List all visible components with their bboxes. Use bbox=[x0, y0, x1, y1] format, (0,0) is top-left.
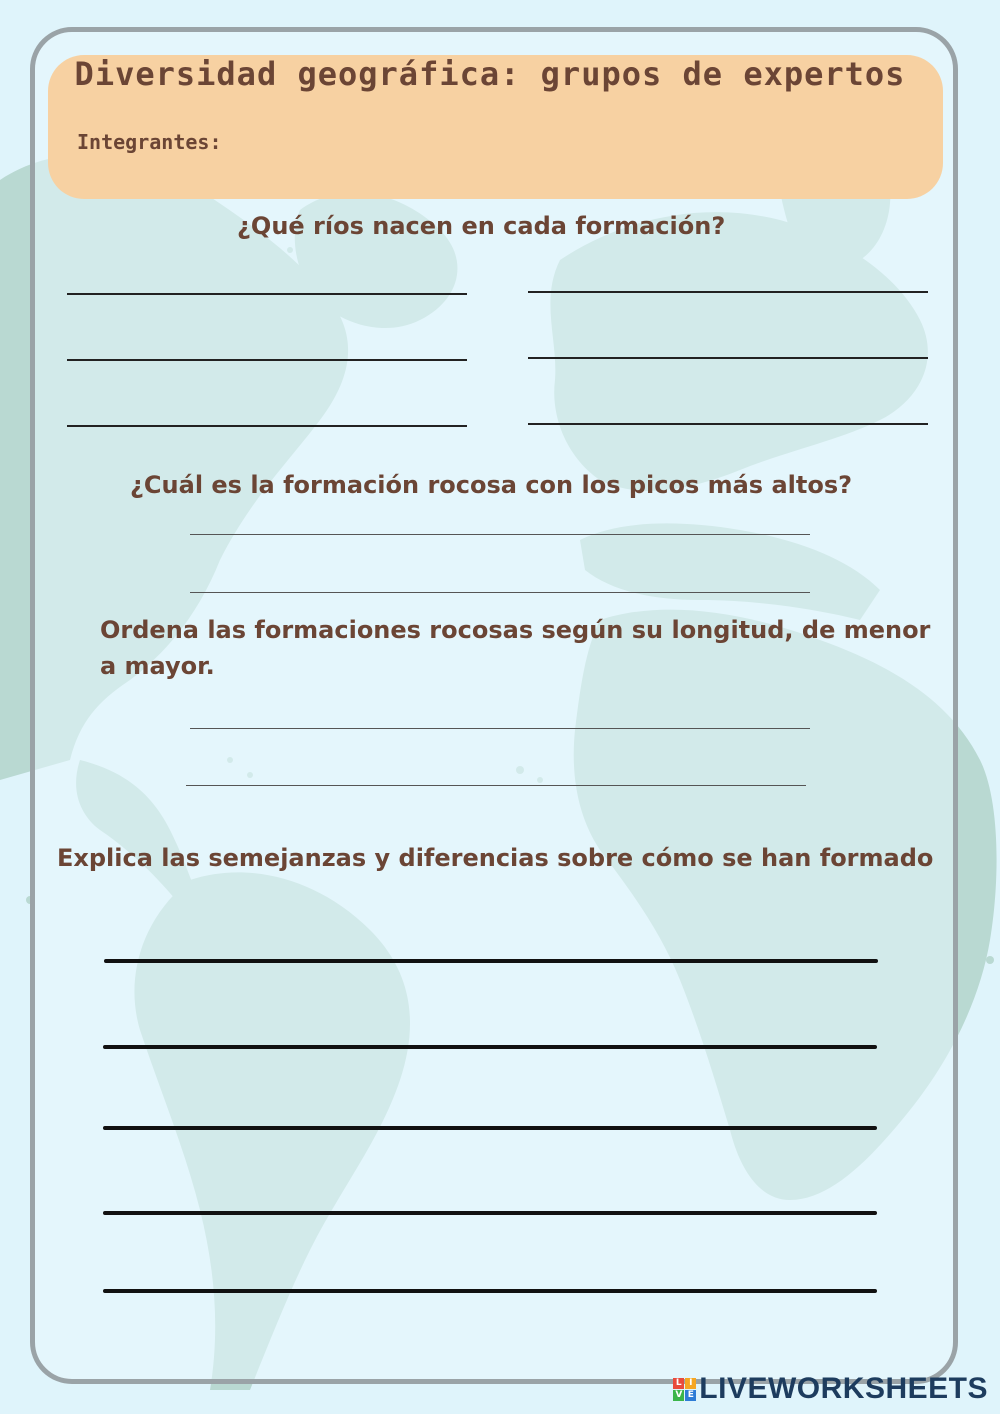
answer-line[interactable] bbox=[190, 534, 810, 535]
logo-mark-icon bbox=[673, 1378, 696, 1401]
logo-letter: E bbox=[685, 1390, 696, 1401]
answer-line[interactable] bbox=[528, 423, 928, 425]
liveworksheets-logo[interactable] bbox=[673, 1372, 988, 1406]
question-1: ¿Qué ríos nacen en cada formación? bbox=[237, 212, 726, 240]
question-4: Explica las semejanzas y diferencias sobre cómo se han formado bbox=[57, 844, 934, 872]
answer-line[interactable] bbox=[528, 357, 928, 359]
answer-line[interactable] bbox=[104, 959, 878, 963]
logo-letter: I bbox=[685, 1378, 696, 1389]
answer-line[interactable] bbox=[103, 1211, 877, 1215]
answer-line[interactable] bbox=[67, 293, 467, 295]
logo-letter: V bbox=[673, 1390, 684, 1401]
answer-line[interactable] bbox=[186, 785, 806, 786]
question-2: ¿Cuál es la formación rocosa con los picos más altos? bbox=[130, 471, 853, 499]
answer-line[interactable] bbox=[67, 359, 467, 361]
logo-text: LIVEWORKSHEETS bbox=[699, 1372, 988, 1405]
answer-line[interactable] bbox=[190, 728, 810, 729]
answer-line[interactable] bbox=[103, 1289, 877, 1293]
logo-letter: L bbox=[673, 1378, 684, 1389]
answer-line[interactable] bbox=[190, 592, 810, 593]
answer-line[interactable] bbox=[528, 291, 928, 293]
worksheet-title: Diversidad geográfica: grupos de expertos bbox=[74, 55, 906, 93]
answer-line[interactable] bbox=[67, 425, 467, 427]
members-label: Integrantes: bbox=[77, 130, 222, 154]
answer-line[interactable] bbox=[103, 1126, 877, 1130]
answer-line[interactable] bbox=[103, 1045, 877, 1049]
question-3: Ordena las formaciones rocosas según su longitud, de menor a mayor. bbox=[100, 616, 931, 680]
